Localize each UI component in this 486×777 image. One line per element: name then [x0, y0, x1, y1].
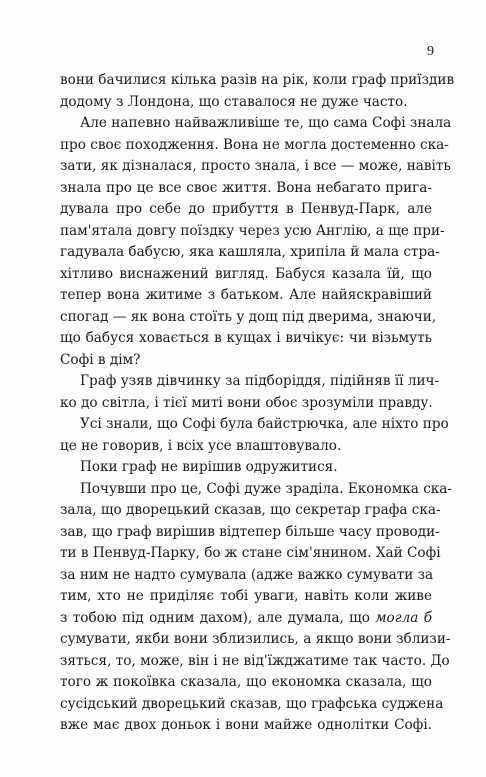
- text-line: зати, як дізналася, просто знала, і все — може, навіть: [60, 158, 451, 174]
- text-line: за ним не надто сумувала (адже важко сумувати за: [60, 566, 434, 583]
- text-line: тепер вона житиме з батьком. Але найяскравіший: [60, 287, 432, 303]
- text-line: зяться, то, може, він і не від'їжджатиме так часто. До: [60, 652, 450, 669]
- text-line: Усі знали, що Софі була байстрючка, але ніхто про: [80, 416, 449, 432]
- body-text: [60, 70, 455, 737]
- text-line: зав, що граф вирішив відтепер більше часу проводи-: [60, 523, 440, 540]
- text-line: ти в Пенвуд-Парку, бо ж стане сім'янином. Хай Софі: [60, 545, 441, 561]
- page-number: 9: [427, 44, 434, 59]
- text-line: що бабуся ховається в кущах і вичікує: чи візьмуть: [60, 330, 432, 346]
- text-line: ко до світла, і тієї миті вони обоє зрозуміли правду.: [60, 394, 433, 411]
- text-line: гадувала бабусю, яка кашляла, хрипіла й мала стра-: [60, 244, 440, 260]
- text-line: пам'ятала довгу поїздку через усю Англію, а ще при-: [60, 222, 445, 239]
- text-line: про своє походження. Вона не могла достеменно ска-: [60, 136, 449, 153]
- text-line: Граф узяв дівчинку за підборіддя, підійняв її лич-: [80, 373, 440, 389]
- text-line: тим, хто не приділяє тобі уваги, навіть коли живе: [60, 588, 432, 604]
- text-line: це не говорив, і всіх усе влаштовувало.: [60, 437, 342, 454]
- text-line: хітливо виснажений вигляд. Бабуся казала їй, що: [60, 265, 432, 282]
- text-line: з тобою під одним дахом), але думала, що могла б: [60, 609, 432, 626]
- text-line: Софі в дім?: [60, 351, 141, 368]
- italic-emphasis: могла б: [375, 609, 432, 626]
- text-line: зала, що дворецький сказав, що секретар графа ска-: [60, 502, 441, 518]
- text-line: вже має двох доньок і вони майже однолітки Софі.: [60, 717, 432, 733]
- text-line: сусідський дворецький сказав, що графська суджена: [60, 695, 444, 712]
- text-line: того ж покоївка сказала, що економка сказала, що: [60, 674, 432, 690]
- text-line: додому з Лондона, що ставалося не дуже часто.: [60, 93, 408, 110]
- text-line: вони бачилися кілька разів на рік, коли граф приїздив: [60, 72, 455, 88]
- text-line: Почувши про це, Софі дуже зраділа. Економка ска-: [80, 480, 452, 497]
- text-line: дувала про себе до прибуття в Пенвуд-Парк, але: [60, 201, 432, 217]
- text-line: сумувати, якби вони зблизились, а якщо вони зблизи-: [60, 631, 451, 647]
- text-line: знала про це все своє життя. Вона небагато пригa-: [60, 179, 432, 196]
- text-line: Поки граф не вирішив одружитися.: [80, 459, 338, 475]
- text-line: Але напевно найважливіше те, що сама Софі знала: [80, 115, 452, 131]
- text-line: спогад — як вона стоїть у дощ під дверима, знаючи,: [60, 308, 437, 325]
